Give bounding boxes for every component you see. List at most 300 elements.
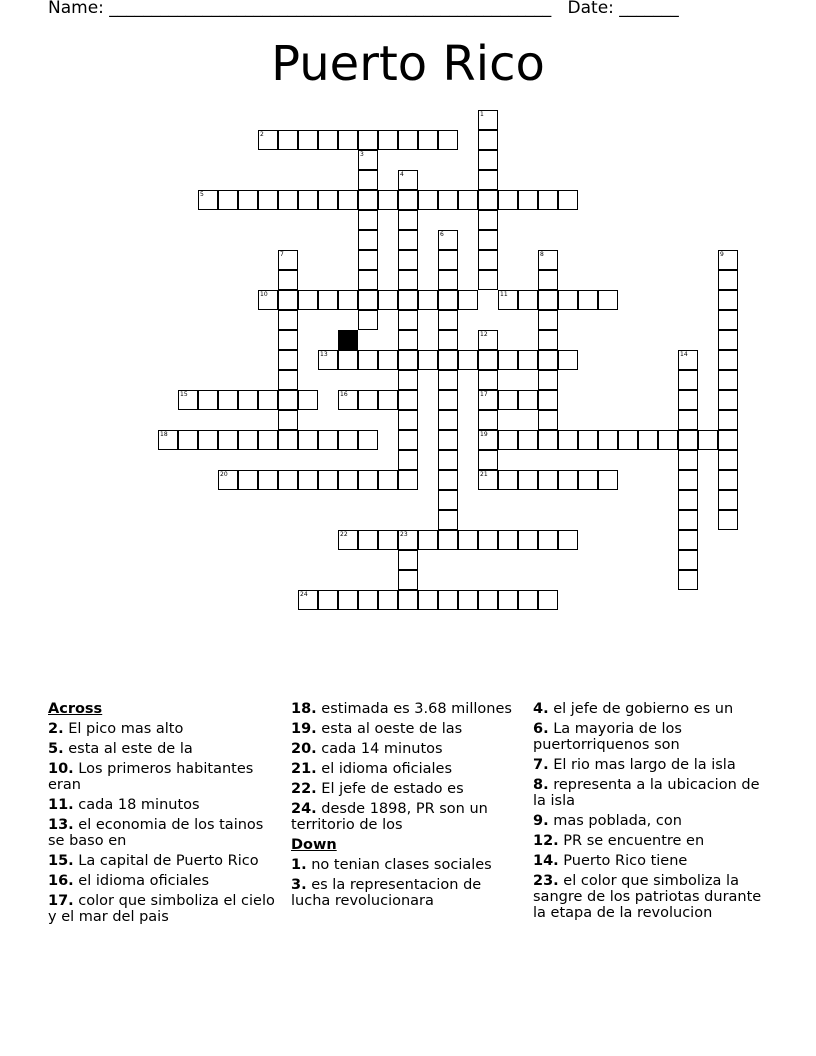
grid-cell[interactable] xyxy=(678,470,698,490)
grid-cell[interactable] xyxy=(538,330,558,350)
grid-cell[interactable] xyxy=(298,470,318,490)
grid-cell[interactable] xyxy=(438,230,458,250)
grid-cell[interactable] xyxy=(438,410,458,430)
grid-cell[interactable] xyxy=(478,130,498,150)
grid-cell[interactable] xyxy=(558,190,578,210)
grid-cell[interactable] xyxy=(478,370,498,390)
clue-text: el idioma oficiales xyxy=(73,873,210,889)
clues-column-1 xyxy=(48,701,282,929)
grid-cell[interactable] xyxy=(398,230,418,250)
clue-text: desde 1898, PR son un territorio de los xyxy=(291,801,488,833)
grid-cell[interactable] xyxy=(358,390,378,410)
grid-cell[interactable] xyxy=(438,350,458,370)
grid-cell[interactable] xyxy=(438,270,458,290)
grid-cell[interactable] xyxy=(538,270,558,290)
clue-number: 1. xyxy=(291,857,307,873)
grid-cell[interactable] xyxy=(678,370,698,390)
grid-cell[interactable] xyxy=(678,390,698,410)
grid-cell[interactable] xyxy=(518,190,538,210)
clue-text: PR se encuentre en xyxy=(558,833,705,849)
grid-cell[interactable] xyxy=(718,370,738,390)
grid-cell[interactable] xyxy=(678,430,698,450)
grid-cell[interactable] xyxy=(498,290,518,310)
grid-cell[interactable] xyxy=(278,370,298,390)
grid-cell[interactable] xyxy=(358,530,378,550)
clue-number-label: 21 xyxy=(480,471,488,478)
clue-number: 6. xyxy=(533,721,549,737)
clue-item xyxy=(291,761,525,777)
grid-cell[interactable] xyxy=(478,210,498,230)
grid-cell[interactable] xyxy=(478,470,498,490)
clue-item xyxy=(48,721,282,737)
grid-cell[interactable] xyxy=(718,390,738,410)
clue-number-label: 13 xyxy=(320,351,328,358)
grid-cell[interactable] xyxy=(418,350,438,370)
grid-cell[interactable] xyxy=(258,390,278,410)
grid-cell[interactable] xyxy=(438,330,458,350)
grid-cell[interactable] xyxy=(458,530,478,550)
grid-cell[interactable] xyxy=(278,350,298,370)
grid-cell[interactable] xyxy=(358,310,378,330)
clue-text: El pico mas alto xyxy=(63,721,184,737)
clue-number: 3. xyxy=(291,877,307,893)
grid-cell[interactable] xyxy=(438,510,458,530)
grid-cell[interactable] xyxy=(398,190,418,210)
grid-cell[interactable] xyxy=(538,530,558,550)
grid-cell[interactable] xyxy=(278,470,298,490)
clue-number-label: 16 xyxy=(340,391,348,398)
grid-cell[interactable] xyxy=(338,530,358,550)
grid-cell[interactable] xyxy=(178,430,198,450)
clue-text: el color que simboliza la sangre de los patriotas durante la etapa de la revolucion xyxy=(533,873,762,921)
clue-number-label: 2 xyxy=(260,131,264,138)
grid-cell[interactable] xyxy=(218,470,238,490)
grid-cell[interactable] xyxy=(718,310,738,330)
grid-cell[interactable] xyxy=(518,530,538,550)
grid-cell[interactable] xyxy=(358,250,378,270)
grid-cell[interactable] xyxy=(338,470,358,490)
grid-cell[interactable] xyxy=(478,110,498,130)
grid-cell[interactable] xyxy=(698,430,718,450)
grid-cell[interactable] xyxy=(398,590,418,610)
grid-cell[interactable] xyxy=(238,430,258,450)
clue-number-label: 15 xyxy=(180,391,188,398)
grid-cell[interactable] xyxy=(438,390,458,410)
grid-cell[interactable] xyxy=(358,130,378,150)
clue-number-label: 19 xyxy=(480,431,488,438)
grid-cell[interactable] xyxy=(678,450,698,470)
clue-list-down-1 xyxy=(291,857,525,909)
grid-cell[interactable] xyxy=(358,590,378,610)
clue-item xyxy=(48,741,282,757)
clue-text: cada 14 minutos xyxy=(316,741,443,757)
grid-cell[interactable] xyxy=(398,570,418,590)
grid-cell[interactable] xyxy=(398,350,418,370)
grid-cell[interactable] xyxy=(298,390,318,410)
grid-cell[interactable] xyxy=(438,290,458,310)
grid-cell[interactable] xyxy=(358,230,378,250)
grid-cell[interactable] xyxy=(578,290,598,310)
clue-text: el jefe de gobierno es un xyxy=(548,701,734,717)
clue-text: El rio mas largo de la isla xyxy=(548,757,736,773)
clue-number: 17. xyxy=(48,893,74,909)
grid-cell[interactable] xyxy=(258,190,278,210)
clue-number: 10. xyxy=(48,761,74,777)
grid-cell[interactable] xyxy=(498,390,518,410)
grid-cell[interactable] xyxy=(398,130,418,150)
grid-cell[interactable] xyxy=(318,590,338,610)
grid-cell[interactable] xyxy=(538,410,558,430)
clue-text: Los primeros habitantes eran xyxy=(48,761,254,793)
clue-number-label: 10 xyxy=(260,291,268,298)
grid-cell[interactable] xyxy=(438,530,458,550)
grid-cell[interactable] xyxy=(438,590,458,610)
grid-cell[interactable] xyxy=(718,410,738,430)
grid-cell[interactable] xyxy=(178,390,198,410)
grid-cell[interactable] xyxy=(398,430,418,450)
clue-number: 20. xyxy=(291,741,317,757)
grid-cell[interactable] xyxy=(338,390,358,410)
grid-cell[interactable] xyxy=(718,510,738,530)
grid-cell[interactable] xyxy=(678,530,698,550)
grid-cell[interactable] xyxy=(498,430,518,450)
clue-item xyxy=(533,853,767,869)
grid-cell[interactable] xyxy=(598,430,618,450)
grid-cell[interactable] xyxy=(218,390,238,410)
grid-cell[interactable] xyxy=(318,190,338,210)
grid-cell[interactable] xyxy=(498,530,518,550)
grid-cell[interactable] xyxy=(518,590,538,610)
clue-item xyxy=(291,781,525,797)
grid-cell[interactable] xyxy=(538,370,558,390)
grid-cell[interactable] xyxy=(518,470,538,490)
grid-cell[interactable] xyxy=(398,290,418,310)
clue-text: El jefe de estado es xyxy=(316,781,464,797)
down-heading: Down xyxy=(291,837,337,853)
grid-cell[interactable] xyxy=(378,530,398,550)
grid-cell[interactable] xyxy=(338,590,358,610)
clue-number: 21. xyxy=(291,761,317,777)
clue-number: 24. xyxy=(291,801,317,817)
clue-item xyxy=(48,873,282,889)
grid-cell[interactable] xyxy=(278,310,298,330)
grid-cell[interactable] xyxy=(678,350,698,370)
grid-cell[interactable] xyxy=(398,270,418,290)
clue-number: 23. xyxy=(533,873,559,889)
grid-cell[interactable] xyxy=(478,270,498,290)
grid-cell[interactable] xyxy=(318,290,338,310)
grid-cell[interactable] xyxy=(358,210,378,230)
grid-cell[interactable] xyxy=(458,190,478,210)
clue-number-label: 4 xyxy=(400,171,404,178)
grid-cell[interactable] xyxy=(498,350,518,370)
clue-list-across-2 xyxy=(291,701,525,833)
grid-cell[interactable] xyxy=(378,190,398,210)
clue-text: el idioma oficiales xyxy=(316,761,453,777)
grid-cell[interactable] xyxy=(398,330,418,350)
grid-cell[interactable] xyxy=(238,470,258,490)
clue-number-label: 18 xyxy=(160,431,168,438)
grid-cell[interactable] xyxy=(618,430,638,450)
grid-cell[interactable] xyxy=(398,470,418,490)
grid-cell[interactable] xyxy=(678,510,698,530)
grid-cell[interactable] xyxy=(358,290,378,310)
grid-cell[interactable] xyxy=(398,250,418,270)
grid-cell[interactable] xyxy=(418,130,438,150)
name-blank-line[interactable]: ____________________________________________________ xyxy=(109,0,552,18)
grid-cell[interactable] xyxy=(258,290,278,310)
clue-item xyxy=(291,741,525,757)
grid-cell[interactable] xyxy=(478,170,498,190)
grid-cell[interactable] xyxy=(298,130,318,150)
grid-cell[interactable] xyxy=(478,410,498,430)
grid-cell[interactable] xyxy=(518,430,538,450)
grid-cell[interactable] xyxy=(478,590,498,610)
grid-cell[interactable] xyxy=(718,490,738,510)
clue-item xyxy=(533,777,767,809)
clue-item xyxy=(533,757,767,773)
grid-cell[interactable] xyxy=(478,230,498,250)
clue-text: representa a la ubicacion de la isla xyxy=(533,777,760,809)
grid-cell[interactable] xyxy=(398,410,418,430)
grid-cell[interactable] xyxy=(278,270,298,290)
grid-cell[interactable] xyxy=(718,430,738,450)
clue-text: es la representacion de lucha revolucionara xyxy=(291,877,482,909)
grid-cell[interactable] xyxy=(398,170,418,190)
grid-cell[interactable] xyxy=(398,210,418,230)
grid-cell[interactable] xyxy=(678,490,698,510)
grid-cell[interactable] xyxy=(298,430,318,450)
grid-cell[interactable] xyxy=(538,390,558,410)
grid-cell[interactable] xyxy=(478,350,498,370)
grid-cell[interactable] xyxy=(278,190,298,210)
grid-cell[interactable] xyxy=(358,270,378,290)
grid-cell[interactable] xyxy=(298,290,318,310)
clue-number-label: 5 xyxy=(200,191,204,198)
clue-number-label: 23 xyxy=(400,531,408,538)
grid-cell[interactable] xyxy=(478,190,498,210)
clue-text: el economia de los tainos se baso en xyxy=(48,817,264,849)
grid-cell[interactable] xyxy=(718,290,738,310)
grid-cell[interactable] xyxy=(518,390,538,410)
grid-cell[interactable] xyxy=(558,350,578,370)
grid-cell[interactable] xyxy=(438,490,458,510)
grid-cell[interactable] xyxy=(398,450,418,470)
clue-text: Puerto Rico tiene xyxy=(558,853,688,869)
grid-cell[interactable] xyxy=(538,190,558,210)
grid-cell[interactable] xyxy=(418,590,438,610)
grid-cell[interactable] xyxy=(278,130,298,150)
grid-cell[interactable] xyxy=(718,350,738,370)
grid-cell[interactable] xyxy=(438,370,458,390)
grid-cell[interactable] xyxy=(398,370,418,390)
clue-text: estimada es 3.68 millones xyxy=(316,701,512,717)
clue-item xyxy=(533,833,767,849)
grid-cell[interactable] xyxy=(718,470,738,490)
clue-text: esta al oeste de las xyxy=(316,721,463,737)
grid-cell[interactable] xyxy=(318,430,338,450)
grid-cell[interactable] xyxy=(558,290,578,310)
grid-cell[interactable] xyxy=(458,590,478,610)
grid-cell[interactable] xyxy=(438,430,458,450)
grid-cell[interactable] xyxy=(418,290,438,310)
grid-cell[interactable] xyxy=(238,390,258,410)
black-square xyxy=(338,330,358,350)
date-blank-line[interactable]: _______ xyxy=(619,0,679,18)
grid-cell[interactable] xyxy=(198,190,218,210)
grid-cell[interactable] xyxy=(298,590,318,610)
grid-cell[interactable] xyxy=(478,330,498,350)
grid-cell[interactable] xyxy=(438,450,458,470)
grid-cell[interactable] xyxy=(558,530,578,550)
grid-cell[interactable] xyxy=(578,430,598,450)
grid-cell[interactable] xyxy=(198,390,218,410)
grid-cell[interactable] xyxy=(478,150,498,170)
clue-number-label: 17 xyxy=(480,391,488,398)
grid-cell[interactable] xyxy=(218,430,238,450)
grid-cell[interactable] xyxy=(538,590,558,610)
grid-cell[interactable] xyxy=(378,350,398,370)
grid-cell[interactable] xyxy=(258,470,278,490)
grid-cell[interactable] xyxy=(558,470,578,490)
grid-cell[interactable] xyxy=(278,330,298,350)
grid-cell[interactable] xyxy=(478,250,498,270)
grid-cell[interactable] xyxy=(278,290,298,310)
grid-cell[interactable] xyxy=(538,250,558,270)
grid-cell[interactable] xyxy=(538,430,558,450)
clue-text: esta al este de la xyxy=(63,741,193,757)
grid-cell[interactable] xyxy=(518,350,538,370)
grid-cell[interactable] xyxy=(378,390,398,410)
clue-item xyxy=(291,701,525,717)
clue-number-label: 9 xyxy=(720,251,724,258)
grid-cell[interactable] xyxy=(538,290,558,310)
grid-cell[interactable] xyxy=(378,590,398,610)
clue-number: 19. xyxy=(291,721,317,737)
grid-cell[interactable] xyxy=(358,430,378,450)
grid-cell[interactable] xyxy=(438,250,458,270)
grid-cell[interactable] xyxy=(718,250,738,270)
grid-cell[interactable] xyxy=(498,590,518,610)
grid-cell[interactable] xyxy=(318,130,338,150)
grid-cell[interactable] xyxy=(558,430,578,450)
clue-item xyxy=(48,797,282,813)
grid-cell[interactable] xyxy=(458,350,478,370)
grid-cell[interactable] xyxy=(638,430,658,450)
grid-cell[interactable] xyxy=(338,190,358,210)
clue-number-label: 6 xyxy=(440,231,444,238)
grid-cell[interactable] xyxy=(718,270,738,290)
clue-number: 22. xyxy=(291,781,317,797)
grid-cell[interactable] xyxy=(678,570,698,590)
clue-number: 13. xyxy=(48,817,74,833)
grid-cell[interactable] xyxy=(338,130,358,150)
grid-cell[interactable] xyxy=(578,470,598,490)
grid-cell[interactable] xyxy=(258,130,278,150)
grid-cell[interactable] xyxy=(318,350,338,370)
grid-cell[interactable] xyxy=(538,350,558,370)
grid-cell[interactable] xyxy=(218,190,238,210)
grid-cell[interactable] xyxy=(258,430,278,450)
grid-cell[interactable] xyxy=(298,190,318,210)
grid-cell[interactable] xyxy=(278,430,298,450)
grid-cell[interactable] xyxy=(438,130,458,150)
grid-cell[interactable] xyxy=(398,550,418,570)
clue-number: 15. xyxy=(48,853,74,869)
clue-item xyxy=(533,873,767,921)
name-label: Name: xyxy=(48,0,104,18)
clue-number: 18. xyxy=(291,701,317,717)
grid-cell[interactable] xyxy=(238,190,258,210)
grid-cell[interactable] xyxy=(358,150,378,170)
clue-item xyxy=(48,761,282,793)
grid-cell[interactable] xyxy=(598,470,618,490)
grid-cell[interactable] xyxy=(478,530,498,550)
grid-cell[interactable] xyxy=(418,530,438,550)
grid-cell[interactable] xyxy=(338,290,358,310)
grid-cell[interactable] xyxy=(678,550,698,570)
grid-cell[interactable] xyxy=(458,290,478,310)
grid-cell[interactable] xyxy=(438,470,458,490)
grid-cell[interactable] xyxy=(378,290,398,310)
clue-number: 4. xyxy=(533,701,549,717)
grid-cell[interactable] xyxy=(398,310,418,330)
clue-number-label: 20 xyxy=(220,471,228,478)
grid-cell[interactable] xyxy=(718,450,738,470)
clue-number: 14. xyxy=(533,853,559,869)
clue-text: La capital de Puerto Rico xyxy=(73,853,259,869)
grid-cell[interactable] xyxy=(478,390,498,410)
grid-cell[interactable] xyxy=(198,430,218,450)
grid-cell[interactable] xyxy=(278,410,298,430)
grid-cell[interactable] xyxy=(518,290,538,310)
grid-cell[interactable] xyxy=(438,310,458,330)
clue-number-label: 14 xyxy=(680,351,688,358)
grid-cell[interactable] xyxy=(498,470,518,490)
grid-cell[interactable] xyxy=(478,430,498,450)
across-heading: Across xyxy=(48,701,103,717)
grid-cell[interactable] xyxy=(538,470,558,490)
grid-cell[interactable] xyxy=(318,470,338,490)
grid-cell[interactable] xyxy=(378,470,398,490)
grid-cell[interactable] xyxy=(678,410,698,430)
grid-cell[interactable] xyxy=(338,350,358,370)
grid-cell[interactable] xyxy=(398,530,418,550)
grid-cell[interactable] xyxy=(358,190,378,210)
grid-cell[interactable] xyxy=(398,390,418,410)
grid-cell[interactable] xyxy=(358,470,378,490)
clue-item xyxy=(533,813,767,829)
grid-cell[interactable] xyxy=(158,430,178,450)
grid-cell[interactable] xyxy=(418,190,438,210)
grid-cell[interactable] xyxy=(278,250,298,270)
grid-cell[interactable] xyxy=(718,330,738,350)
grid-cell[interactable] xyxy=(498,190,518,210)
grid-cell[interactable] xyxy=(338,430,358,450)
clue-number-label: 11 xyxy=(500,291,508,298)
grid-cell[interactable] xyxy=(538,310,558,330)
grid-cell[interactable] xyxy=(378,130,398,150)
grid-cell[interactable] xyxy=(278,390,298,410)
grid-cell[interactable] xyxy=(438,190,458,210)
clue-item xyxy=(533,721,767,753)
clue-text: mas poblada, con xyxy=(548,813,682,829)
grid-cell[interactable] xyxy=(358,170,378,190)
grid-cell[interactable] xyxy=(358,350,378,370)
grid-cell[interactable] xyxy=(478,450,498,470)
grid-cell[interactable] xyxy=(658,430,678,450)
grid-cell[interactable] xyxy=(598,290,618,310)
